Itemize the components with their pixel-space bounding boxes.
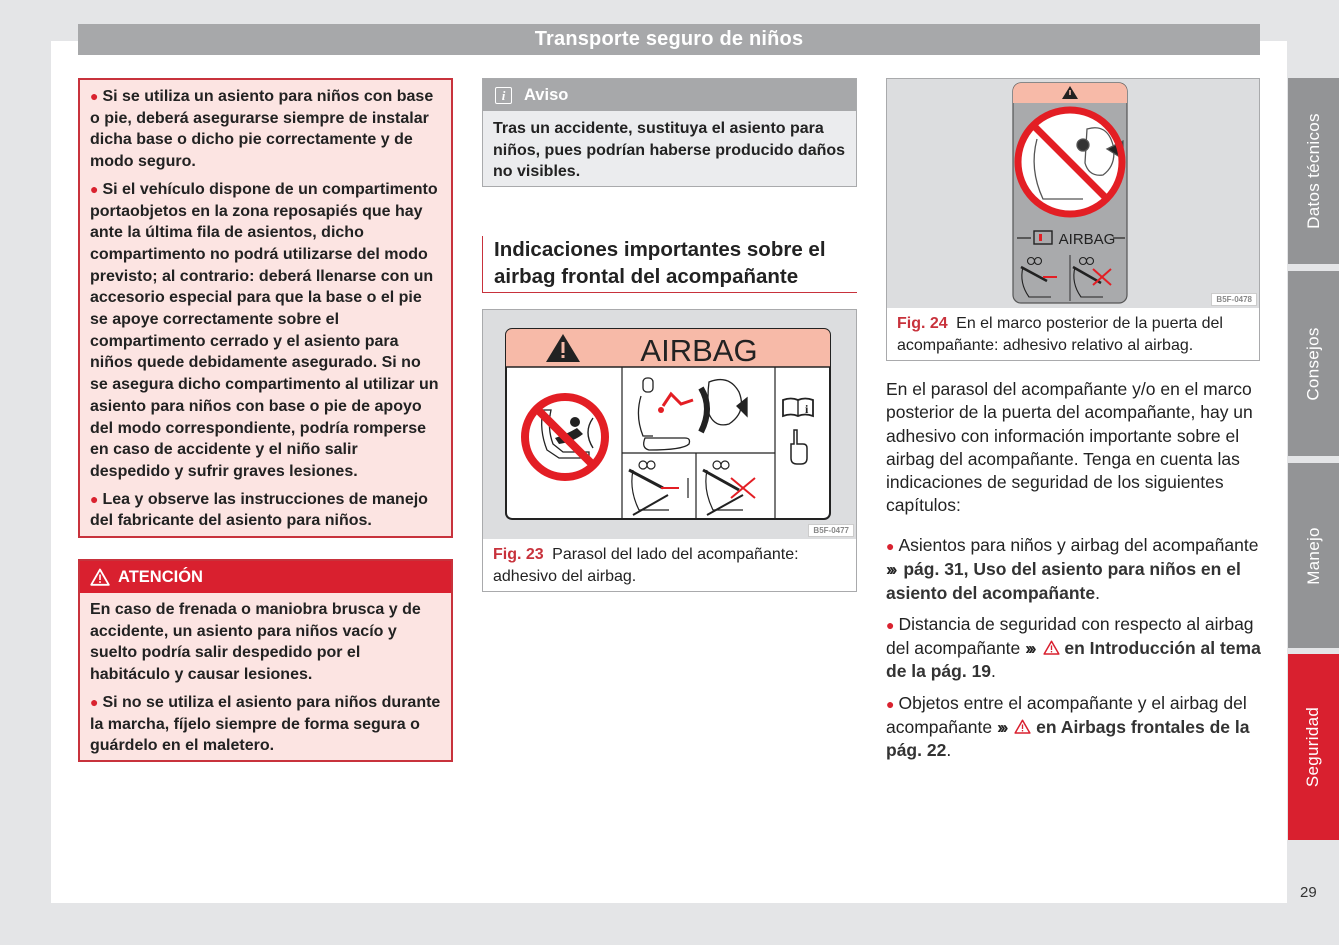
reference-item: ● Objetos entre el acompañante y el airbag del acompañante ››› en Airbags frontales de la pág. 22. (886, 692, 1250, 761)
bullet-icon: ● (886, 538, 895, 554)
reference-link[interactable]: en Airbags frontales de la pág. 22 (886, 717, 1250, 761)
cross-reference-arrow-icon: ››› (1025, 638, 1034, 659)
warning-title: ATENCIÓN (118, 568, 203, 586)
section-heading: Indicaciones importantes sobre el airbag frontal del acompañante (482, 236, 857, 293)
figure-number: Fig. 24 (897, 315, 948, 332)
figure-number: Fig. 23 (493, 546, 544, 563)
notice-box (482, 78, 857, 187)
bullet-icon: ● (886, 616, 895, 633)
airbag-label-text: AIRBAG (640, 333, 758, 368)
reference-link[interactable]: en Introducción al tema de la pág. 19 (886, 638, 1261, 682)
warning-triangle-icon (1043, 640, 1060, 655)
page-number: 29 (1300, 884, 1317, 901)
safety-info-box (78, 78, 453, 538)
info-bullet: ● Lea y observe las instrucciones de manejo del fabricante del asiento para niños. (90, 490, 428, 530)
figure-code: B5F-0477 (808, 524, 854, 537)
figure-caption-text: En el marco posterior de la puerta del acompañante: adhesivo relativo al airbag. (897, 315, 1223, 354)
bullet-icon: ● (90, 490, 99, 507)
svg-text:i: i (805, 402, 809, 416)
side-tab-consejos[interactable]: Consejos (1288, 271, 1339, 456)
figure-23-image (483, 310, 856, 539)
warning-bullet: ● Si no se utiliza el asiento para niños durante la marcha, fíjelo siempre de forma segura o guárdelo en el maletero. (90, 693, 441, 755)
reference-link[interactable]: pág. 31, Uso del asiento para niños en el asiento del acompañante (886, 559, 1241, 603)
bullet-icon: ● (90, 88, 99, 104)
info-bullet: ● Si se utiliza un asiento para niños con base o pie, deberá asegurarse siempre de instalar dicha base o dicho pie correctamente y de modo seguro. (90, 88, 434, 171)
figure-caption (887, 308, 1259, 361)
airbag-door-frame-label-illustration (887, 79, 1259, 308)
info-bullet: ● Si el vehículo dispone de un compartimento portaobjetos en la zona reposapiés que hay ante la última fila de asientos, dicho compartimento no podrá utilizarse del modo previsto; al contrario: deberá llenarse con un accesorio especial para que la base o el pie se apoye correctamente sobre el compartimento cerrado y el asiento para niños quede debidamente asegurado. Si no se asegura dicho compartimento al utilizar un asiento para niños con base o pie de apoyo del modo correspondiente, podría romperse en caso de accidente y el niño salir despedido y sufrir graves lesiones. (90, 180, 439, 480)
cross-reference-arrow-icon: ››› (886, 559, 895, 580)
bullet-icon: ● (90, 693, 99, 710)
warning-triangle-icon (1014, 719, 1031, 734)
bullet-icon: ● (886, 695, 895, 712)
notice-header (483, 79, 856, 111)
warning-triangle-icon (90, 568, 110, 586)
figure-24-image (887, 79, 1259, 308)
reference-item: ● Asientos para niños y airbag del acompañante ››› pág. 31, Uso del asiento para niños en el asiento del acompañante. (886, 535, 1259, 603)
page-header: Transporte seguro de niños (78, 24, 1260, 55)
body-paragraph: En el parasol del acompañante y/o en el marco posterior de la puerta del acompañante, hay un adhesivo con información importante sobre el airbag del acompañante. Tenga en cuenta las indicaciones de seguridad de los siguientes capítulos: (886, 379, 1253, 516)
cross-reference-arrow-icon: ››› (996, 717, 1006, 738)
warning-paragraph: En caso de frenada o maniobra brusca y de accidente, un asiento para niños vacío y suelto podría salir despedido por el habitáculo y causar lesiones. (90, 601, 421, 684)
reference-item: ● Distancia de seguridad con respecto al airbag del acompañante ››› en Introducción al tema de la pág. 19. (886, 613, 1261, 682)
figure-code: B5F-0478 (1211, 293, 1257, 306)
info-icon: i (495, 87, 512, 104)
airbag-sunvisor-label-illustration (483, 310, 856, 539)
figure-23 (482, 309, 857, 592)
side-tab-manejo[interactable]: Manejo (1288, 463, 1339, 648)
figure-caption (483, 539, 856, 592)
notice-title: Aviso (524, 86, 569, 104)
figure-24 (886, 78, 1260, 361)
figure-caption-text: Parasol del lado del acompañante: adhesivo del airbag. (493, 546, 799, 585)
airbag-label-text: AIRBAG (1058, 231, 1116, 248)
bullet-icon: ● (90, 180, 99, 197)
side-tab-seguridad[interactable]: Seguridad (1288, 654, 1339, 840)
notice-text: Tras un accidente, sustituya el asiento para niños, pues podrían haberse producido daños no visibles. (493, 120, 846, 181)
warning-box (78, 559, 453, 762)
warning-header (80, 561, 451, 593)
side-tab-datos-tecnicos[interactable]: Datos técnicos (1288, 78, 1339, 264)
reference-list (886, 534, 1261, 771)
